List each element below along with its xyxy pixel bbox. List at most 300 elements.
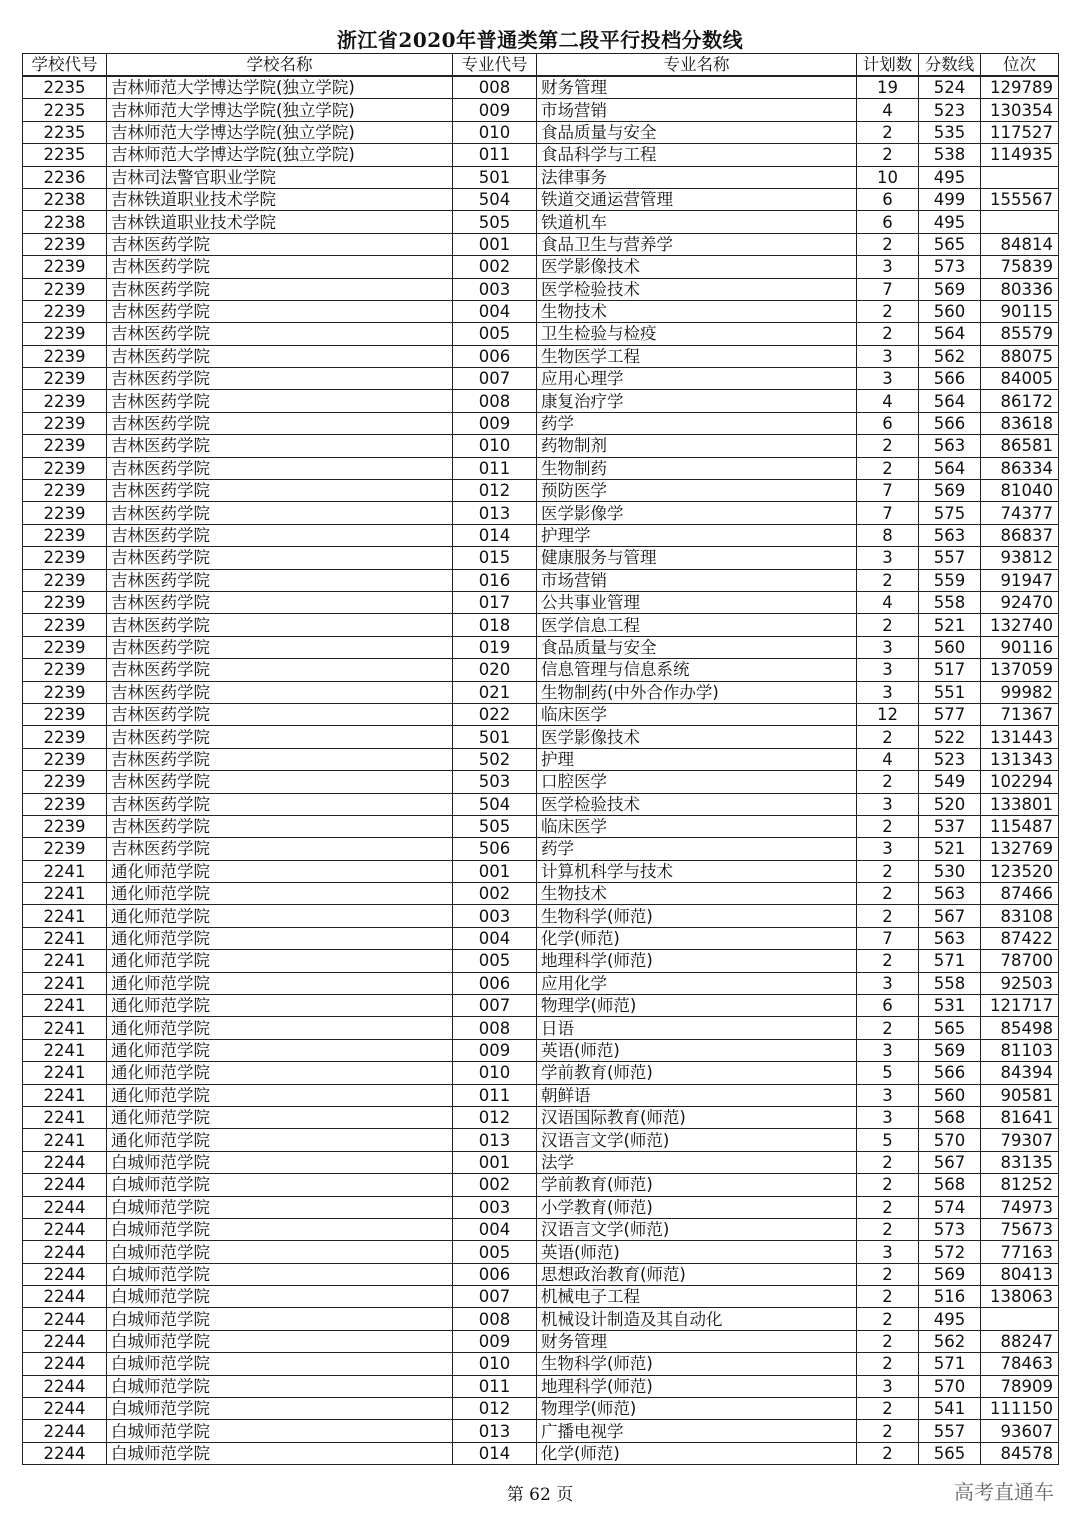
cell-school-name: 吉林医药学院 bbox=[107, 233, 453, 255]
cell-major-name: 物理学(师范) bbox=[537, 1398, 857, 1420]
table-row bbox=[23, 950, 1059, 972]
cell-major-code: 018 bbox=[453, 614, 537, 636]
cell-major-name: 应用化学 bbox=[537, 972, 857, 994]
cell-plan-count: 2 bbox=[857, 1442, 919, 1464]
cell-rank: 81040 bbox=[981, 480, 1059, 502]
cell-major-code: 013 bbox=[453, 502, 537, 524]
cell-school-name: 吉林司法警官职业学院 bbox=[107, 166, 453, 188]
table-row bbox=[23, 838, 1059, 860]
cell-plan-count: 6 bbox=[857, 995, 919, 1017]
table-row bbox=[23, 927, 1059, 949]
cell-plan-count: 2 bbox=[857, 233, 919, 255]
table-header-row bbox=[23, 54, 1059, 77]
cell-rank bbox=[981, 211, 1059, 233]
cell-school-name: 吉林医药学院 bbox=[107, 815, 453, 837]
cell-plan-count: 7 bbox=[857, 480, 919, 502]
cell-plan-count: 2 bbox=[857, 435, 919, 457]
cell-plan-count: 6 bbox=[857, 188, 919, 210]
table-row bbox=[23, 278, 1059, 300]
cell-rank: 83618 bbox=[981, 412, 1059, 434]
table-row bbox=[23, 1218, 1059, 1240]
cell-major-code: 014 bbox=[453, 1442, 537, 1464]
cell-major-code: 022 bbox=[453, 703, 537, 725]
cell-rank: 78463 bbox=[981, 1353, 1059, 1375]
cell-major-code: 008 bbox=[453, 390, 537, 412]
cell-score-line: 560 bbox=[919, 636, 981, 658]
cell-school-code: 2235 bbox=[23, 99, 107, 121]
cell-rank: 86334 bbox=[981, 457, 1059, 479]
cell-rank: 132740 bbox=[981, 614, 1059, 636]
cell-rank: 84005 bbox=[981, 368, 1059, 390]
cell-major-code: 019 bbox=[453, 636, 537, 658]
table-row bbox=[23, 636, 1059, 658]
table-row bbox=[23, 1084, 1059, 1106]
cell-school-code: 2244 bbox=[23, 1286, 107, 1308]
cell-school-code: 2235 bbox=[23, 144, 107, 166]
cell-school-name: 吉林医药学院 bbox=[107, 838, 453, 860]
table-row bbox=[23, 480, 1059, 502]
cell-school-name: 通化师范学院 bbox=[107, 1084, 453, 1106]
cell-major-code: 014 bbox=[453, 524, 537, 546]
cell-score-line: 570 bbox=[919, 1129, 981, 1151]
table-row bbox=[23, 1106, 1059, 1128]
table-row bbox=[23, 815, 1059, 837]
cell-major-name: 地理科学(师范) bbox=[537, 1375, 857, 1397]
cell-school-code: 2244 bbox=[23, 1398, 107, 1420]
cell-rank: 78700 bbox=[981, 950, 1059, 972]
cell-plan-count: 2 bbox=[857, 771, 919, 793]
cell-school-code: 2235 bbox=[23, 76, 107, 99]
cell-plan-count: 2 bbox=[857, 1286, 919, 1308]
cell-plan-count: 3 bbox=[857, 547, 919, 569]
cell-major-code: 012 bbox=[453, 1106, 537, 1128]
cell-score-line: 524 bbox=[919, 76, 981, 99]
cell-school-name: 通化师范学院 bbox=[107, 1106, 453, 1128]
cell-rank: 80336 bbox=[981, 278, 1059, 300]
cell-major-code: 004 bbox=[453, 1218, 537, 1240]
cell-score-line: 558 bbox=[919, 591, 981, 613]
cell-plan-count: 6 bbox=[857, 412, 919, 434]
cell-major-name: 临床医学 bbox=[537, 815, 857, 837]
cell-score-line: 522 bbox=[919, 726, 981, 748]
cell-plan-count: 2 bbox=[857, 726, 919, 748]
cell-school-code: 2239 bbox=[23, 659, 107, 681]
cell-school-code: 2239 bbox=[23, 815, 107, 837]
cell-school-name: 吉林医药学院 bbox=[107, 368, 453, 390]
cell-plan-count: 4 bbox=[857, 748, 919, 770]
cell-major-name: 医学检验技术 bbox=[537, 278, 857, 300]
cell-major-code: 504 bbox=[453, 188, 537, 210]
cell-plan-count: 2 bbox=[857, 1353, 919, 1375]
cell-school-code: 2244 bbox=[23, 1420, 107, 1442]
cell-score-line: 569 bbox=[919, 1039, 981, 1061]
cell-score-line: 568 bbox=[919, 1174, 981, 1196]
cell-major-code: 501 bbox=[453, 166, 537, 188]
cell-school-name: 通化师范学院 bbox=[107, 905, 453, 927]
cell-plan-count: 4 bbox=[857, 591, 919, 613]
cell-school-code: 2239 bbox=[23, 368, 107, 390]
cell-score-line: 557 bbox=[919, 547, 981, 569]
cell-major-code: 005 bbox=[453, 323, 537, 345]
table-row bbox=[23, 1263, 1059, 1285]
cell-major-code: 011 bbox=[453, 1375, 537, 1397]
cell-rank: 88247 bbox=[981, 1330, 1059, 1352]
cell-major-name: 学前教育(师范) bbox=[537, 1062, 857, 1084]
cell-rank: 130354 bbox=[981, 99, 1059, 121]
cell-school-name: 吉林师范大学博达学院(独立学院) bbox=[107, 99, 453, 121]
cell-major-code: 016 bbox=[453, 569, 537, 591]
cell-major-name: 医学信息工程 bbox=[537, 614, 857, 636]
cell-school-name: 通化师范学院 bbox=[107, 1017, 453, 1039]
cell-major-name: 卫生检验与检疫 bbox=[537, 323, 857, 345]
cell-plan-count: 8 bbox=[857, 524, 919, 546]
table-row bbox=[23, 1039, 1059, 1061]
cell-major-name: 英语(师范) bbox=[537, 1039, 857, 1061]
cell-plan-count: 2 bbox=[857, 1398, 919, 1420]
cell-major-name: 日语 bbox=[537, 1017, 857, 1039]
cell-school-code: 2241 bbox=[23, 927, 107, 949]
cell-major-code: 011 bbox=[453, 1084, 537, 1106]
table-row bbox=[23, 323, 1059, 345]
cell-school-name: 通化师范学院 bbox=[107, 883, 453, 905]
cell-school-name: 通化师范学院 bbox=[107, 950, 453, 972]
cell-major-code: 002 bbox=[453, 256, 537, 278]
cell-major-name: 财务管理 bbox=[537, 76, 857, 99]
cell-plan-count: 2 bbox=[857, 815, 919, 837]
cell-major-code: 007 bbox=[453, 995, 537, 1017]
cell-school-code: 2239 bbox=[23, 390, 107, 412]
cell-school-code: 2239 bbox=[23, 636, 107, 658]
cell-major-name: 市场营销 bbox=[537, 569, 857, 591]
cell-plan-count: 7 bbox=[857, 502, 919, 524]
cell-school-name: 吉林医药学院 bbox=[107, 748, 453, 770]
header-rank: 位次 bbox=[981, 54, 1059, 77]
cell-school-code: 2239 bbox=[23, 547, 107, 569]
cell-school-name: 吉林医药学院 bbox=[107, 726, 453, 748]
cell-school-code: 2241 bbox=[23, 1017, 107, 1039]
cell-rank: 155567 bbox=[981, 188, 1059, 210]
table-row bbox=[23, 1017, 1059, 1039]
table-row bbox=[23, 1129, 1059, 1151]
cell-major-name: 医学影像技术 bbox=[537, 726, 857, 748]
cell-major-code: 007 bbox=[453, 368, 537, 390]
cell-rank: 131343 bbox=[981, 748, 1059, 770]
cell-plan-count: 12 bbox=[857, 703, 919, 725]
cell-school-code: 2239 bbox=[23, 726, 107, 748]
table-row bbox=[23, 390, 1059, 412]
cell-rank: 102294 bbox=[981, 771, 1059, 793]
cell-plan-count: 2 bbox=[857, 1420, 919, 1442]
cell-rank: 93607 bbox=[981, 1420, 1059, 1442]
cell-school-code: 2239 bbox=[23, 256, 107, 278]
cell-major-code: 005 bbox=[453, 950, 537, 972]
cell-school-code: 2239 bbox=[23, 480, 107, 502]
cell-major-name: 药学 bbox=[537, 838, 857, 860]
cell-rank: 90581 bbox=[981, 1084, 1059, 1106]
cell-school-name: 白城师范学院 bbox=[107, 1420, 453, 1442]
cell-rank: 75839 bbox=[981, 256, 1059, 278]
cell-school-name: 吉林医药学院 bbox=[107, 323, 453, 345]
cell-score-line: 520 bbox=[919, 793, 981, 815]
cell-score-line: 573 bbox=[919, 256, 981, 278]
cell-major-name: 护理 bbox=[537, 748, 857, 770]
table-row bbox=[23, 1062, 1059, 1084]
cell-plan-count: 3 bbox=[857, 345, 919, 367]
cell-plan-count: 2 bbox=[857, 860, 919, 882]
cell-rank: 81252 bbox=[981, 1174, 1059, 1196]
table-row bbox=[23, 502, 1059, 524]
cell-rank: 92503 bbox=[981, 972, 1059, 994]
cell-major-name: 朝鲜语 bbox=[537, 1084, 857, 1106]
cell-plan-count: 3 bbox=[857, 368, 919, 390]
cell-plan-count: 2 bbox=[857, 1174, 919, 1196]
cell-major-code: 003 bbox=[453, 278, 537, 300]
cell-rank: 85498 bbox=[981, 1017, 1059, 1039]
table-row bbox=[23, 726, 1059, 748]
cell-major-code: 505 bbox=[453, 211, 537, 233]
cell-score-line: 563 bbox=[919, 927, 981, 949]
cell-major-code: 008 bbox=[453, 1017, 537, 1039]
cell-plan-count: 2 bbox=[857, 323, 919, 345]
cell-school-name: 白城师范学院 bbox=[107, 1286, 453, 1308]
cell-school-name: 白城师范学院 bbox=[107, 1196, 453, 1218]
cell-score-line: 495 bbox=[919, 211, 981, 233]
cell-school-name: 通化师范学院 bbox=[107, 972, 453, 994]
cell-school-name: 吉林医药学院 bbox=[107, 659, 453, 681]
cell-major-name: 护理学 bbox=[537, 524, 857, 546]
cell-plan-count: 2 bbox=[857, 457, 919, 479]
cell-plan-count: 7 bbox=[857, 278, 919, 300]
cell-rank: 75673 bbox=[981, 1218, 1059, 1240]
cell-rank: 80413 bbox=[981, 1263, 1059, 1285]
cell-school-name: 白城师范学院 bbox=[107, 1375, 453, 1397]
table-row bbox=[23, 614, 1059, 636]
cell-major-code: 502 bbox=[453, 748, 537, 770]
cell-major-name: 药学 bbox=[537, 412, 857, 434]
cell-school-code: 2239 bbox=[23, 838, 107, 860]
cell-school-code: 2235 bbox=[23, 121, 107, 143]
cell-school-code: 2241 bbox=[23, 1039, 107, 1061]
cell-score-line: 566 bbox=[919, 1062, 981, 1084]
cell-school-code: 2244 bbox=[23, 1375, 107, 1397]
cell-major-code: 004 bbox=[453, 927, 537, 949]
cell-rank: 71367 bbox=[981, 703, 1059, 725]
cell-score-line: 495 bbox=[919, 166, 981, 188]
cell-plan-count: 2 bbox=[857, 1151, 919, 1173]
cell-school-code: 2244 bbox=[23, 1308, 107, 1330]
table-row bbox=[23, 76, 1059, 99]
table-row bbox=[23, 591, 1059, 613]
cell-major-name: 机械设计制造及其自动化 bbox=[537, 1308, 857, 1330]
cell-school-code: 2239 bbox=[23, 345, 107, 367]
cell-rank: 137059 bbox=[981, 659, 1059, 681]
cell-school-code: 2239 bbox=[23, 681, 107, 703]
cell-major-name: 信息管理与信息系统 bbox=[537, 659, 857, 681]
cell-major-name: 食品质量与安全 bbox=[537, 636, 857, 658]
cell-plan-count: 3 bbox=[857, 1039, 919, 1061]
cell-major-name: 铁道机车 bbox=[537, 211, 857, 233]
cell-plan-count: 3 bbox=[857, 1241, 919, 1263]
cell-major-code: 009 bbox=[453, 1330, 537, 1352]
cell-major-name: 英语(师范) bbox=[537, 1241, 857, 1263]
header-score-line: 分数线 bbox=[919, 54, 981, 77]
cell-rank: 111150 bbox=[981, 1398, 1059, 1420]
cell-school-code: 2244 bbox=[23, 1241, 107, 1263]
cell-school-code: 2239 bbox=[23, 435, 107, 457]
cell-score-line: 563 bbox=[919, 883, 981, 905]
cell-score-line: 562 bbox=[919, 1330, 981, 1352]
cell-plan-count: 2 bbox=[857, 1017, 919, 1039]
cell-major-name: 医学检验技术 bbox=[537, 793, 857, 815]
cell-major-code: 012 bbox=[453, 1398, 537, 1420]
cell-score-line: 551 bbox=[919, 681, 981, 703]
cell-major-code: 505 bbox=[453, 815, 537, 837]
header-major-code: 专业代号 bbox=[453, 54, 537, 77]
cell-score-line: 577 bbox=[919, 703, 981, 725]
table-row bbox=[23, 1151, 1059, 1173]
cell-major-name: 财务管理 bbox=[537, 1330, 857, 1352]
page-number: 第 62 页 bbox=[506, 1485, 574, 1505]
cell-score-line: 566 bbox=[919, 368, 981, 390]
cell-score-line: 565 bbox=[919, 233, 981, 255]
cell-school-name: 吉林医药学院 bbox=[107, 480, 453, 502]
cell-score-line: 535 bbox=[919, 121, 981, 143]
cell-plan-count: 3 bbox=[857, 636, 919, 658]
cell-rank: 74377 bbox=[981, 502, 1059, 524]
cell-score-line: 549 bbox=[919, 771, 981, 793]
cell-major-code: 008 bbox=[453, 1308, 537, 1330]
cell-school-name: 白城师范学院 bbox=[107, 1151, 453, 1173]
cell-score-line: 569 bbox=[919, 278, 981, 300]
cell-rank: 131443 bbox=[981, 726, 1059, 748]
cell-school-code: 2241 bbox=[23, 905, 107, 927]
cell-school-name: 吉林师范大学博达学院(独立学院) bbox=[107, 144, 453, 166]
table-row bbox=[23, 1174, 1059, 1196]
cell-school-code: 2244 bbox=[23, 1174, 107, 1196]
cell-score-line: 560 bbox=[919, 300, 981, 322]
cell-major-code: 503 bbox=[453, 771, 537, 793]
table-row bbox=[23, 300, 1059, 322]
cell-rank: 79307 bbox=[981, 1129, 1059, 1151]
table-row bbox=[23, 1241, 1059, 1263]
cell-major-code: 506 bbox=[453, 838, 537, 860]
cell-school-code: 2244 bbox=[23, 1330, 107, 1352]
table-row bbox=[23, 188, 1059, 210]
cell-score-line: 570 bbox=[919, 1375, 981, 1397]
cell-school-name: 白城师范学院 bbox=[107, 1263, 453, 1285]
cell-rank: 84814 bbox=[981, 233, 1059, 255]
cell-major-code: 001 bbox=[453, 1151, 537, 1173]
cell-score-line: 565 bbox=[919, 1017, 981, 1039]
table-row bbox=[23, 1196, 1059, 1218]
cell-major-code: 009 bbox=[453, 412, 537, 434]
cell-rank: 83135 bbox=[981, 1151, 1059, 1173]
cell-major-name: 思想政治教育(师范) bbox=[537, 1263, 857, 1285]
cell-school-code: 2239 bbox=[23, 569, 107, 591]
cell-school-name: 吉林医药学院 bbox=[107, 345, 453, 367]
cell-major-code: 003 bbox=[453, 905, 537, 927]
cell-score-line: 573 bbox=[919, 1218, 981, 1240]
table-row bbox=[23, 166, 1059, 188]
cell-school-code: 2239 bbox=[23, 614, 107, 636]
cell-rank bbox=[981, 166, 1059, 188]
cell-major-name: 预防医学 bbox=[537, 480, 857, 502]
cell-major-name: 法学 bbox=[537, 1151, 857, 1173]
cell-school-code: 2238 bbox=[23, 211, 107, 233]
cell-plan-count: 2 bbox=[857, 614, 919, 636]
cell-school-code: 2241 bbox=[23, 1129, 107, 1151]
cell-major-code: 504 bbox=[453, 793, 537, 815]
cell-score-line: 523 bbox=[919, 99, 981, 121]
cell-school-name: 吉林医药学院 bbox=[107, 502, 453, 524]
cell-plan-count: 2 bbox=[857, 950, 919, 972]
table-row bbox=[23, 435, 1059, 457]
cell-major-name: 医学影像学 bbox=[537, 502, 857, 524]
cell-school-name: 通化师范学院 bbox=[107, 927, 453, 949]
table-row bbox=[23, 345, 1059, 367]
cell-major-code: 021 bbox=[453, 681, 537, 703]
cell-score-line: 541 bbox=[919, 1398, 981, 1420]
cell-school-code: 2241 bbox=[23, 950, 107, 972]
cell-plan-count: 2 bbox=[857, 1330, 919, 1352]
cell-rank: 81103 bbox=[981, 1039, 1059, 1061]
cell-plan-count: 10 bbox=[857, 166, 919, 188]
cell-major-name: 生物医学工程 bbox=[537, 345, 857, 367]
cell-school-code: 2239 bbox=[23, 300, 107, 322]
table-row bbox=[23, 144, 1059, 166]
cell-school-name: 白城师范学院 bbox=[107, 1241, 453, 1263]
cell-school-name: 通化师范学院 bbox=[107, 860, 453, 882]
cell-score-line: 499 bbox=[919, 188, 981, 210]
cell-school-name: 吉林医药学院 bbox=[107, 435, 453, 457]
table-row bbox=[23, 99, 1059, 121]
cell-school-name: 通化师范学院 bbox=[107, 1129, 453, 1151]
cell-rank: 86172 bbox=[981, 390, 1059, 412]
cell-rank: 117527 bbox=[981, 121, 1059, 143]
cell-school-name: 吉林师范大学博达学院(独立学院) bbox=[107, 76, 453, 99]
cell-school-name: 吉林医药学院 bbox=[107, 614, 453, 636]
cell-major-name: 口腔医学 bbox=[537, 771, 857, 793]
cell-rank: 90116 bbox=[981, 636, 1059, 658]
cell-school-code: 2238 bbox=[23, 188, 107, 210]
cell-plan-count: 3 bbox=[857, 256, 919, 278]
cell-rank: 114935 bbox=[981, 144, 1059, 166]
cell-school-code: 2241 bbox=[23, 995, 107, 1017]
cell-rank: 86581 bbox=[981, 435, 1059, 457]
table-row bbox=[23, 368, 1059, 390]
cell-plan-count: 2 bbox=[857, 121, 919, 143]
cell-school-name: 白城师范学院 bbox=[107, 1442, 453, 1464]
cell-school-name: 通化师范学院 bbox=[107, 1062, 453, 1084]
cell-school-code: 2239 bbox=[23, 412, 107, 434]
cell-rank: 92470 bbox=[981, 591, 1059, 613]
table-row bbox=[23, 883, 1059, 905]
cell-school-code: 2241 bbox=[23, 1084, 107, 1106]
cell-major-name: 铁道交通运营管理 bbox=[537, 188, 857, 210]
cell-score-line: 571 bbox=[919, 950, 981, 972]
cell-plan-count: 2 bbox=[857, 1263, 919, 1285]
cell-school-name: 白城师范学院 bbox=[107, 1330, 453, 1352]
cell-major-name: 食品质量与安全 bbox=[537, 121, 857, 143]
cell-major-name: 计算机科学与技术 bbox=[537, 860, 857, 882]
cell-major-name: 化学(师范) bbox=[537, 1442, 857, 1464]
header-plan-count: 计划数 bbox=[857, 54, 919, 77]
cell-school-code: 2241 bbox=[23, 1106, 107, 1128]
header-school-code: 学校代号 bbox=[23, 54, 107, 77]
cell-major-code: 004 bbox=[453, 300, 537, 322]
table-row bbox=[23, 995, 1059, 1017]
cell-rank: 132769 bbox=[981, 838, 1059, 860]
